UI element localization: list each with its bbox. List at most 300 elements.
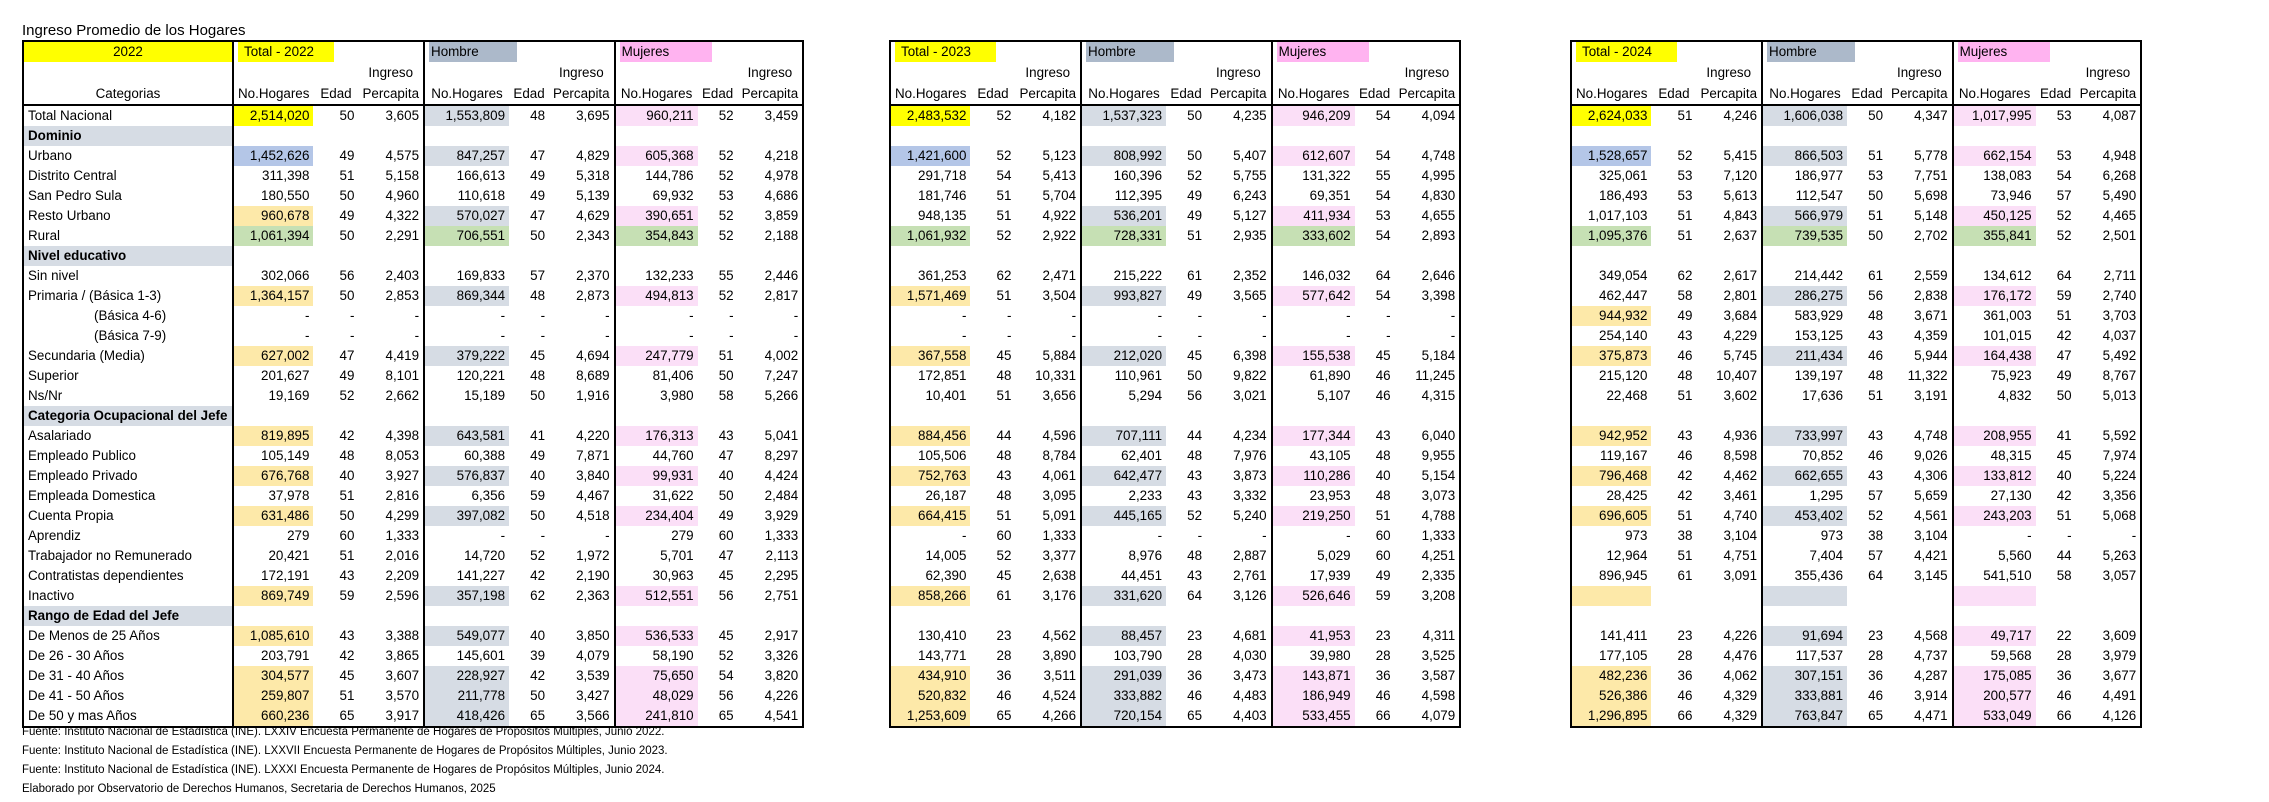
cell: 52 [1187, 168, 1203, 183]
cell: 23 [1868, 628, 1884, 643]
cell: 45 [339, 668, 355, 683]
cell: 3,927 [385, 468, 420, 483]
cell: 2,352 [1233, 268, 1267, 283]
cell: 2,638 [1042, 568, 1077, 583]
cell: - [1081, 326, 1166, 346]
cell: 4,306 [1914, 468, 1948, 483]
cell: 3,565 [1233, 288, 1267, 303]
table-row [890, 146, 1460, 166]
cell: 43 [1187, 568, 1203, 583]
total-label: Total - 2022 [238, 42, 334, 62]
cell: 54 [1375, 148, 1391, 163]
cell: 143,771 [890, 646, 970, 666]
ingreso-header: Ingreso [2085, 64, 2131, 80]
cell: 896,945 [1571, 566, 1651, 586]
cell: 4,748 [1914, 428, 1948, 443]
cell: 61 [1187, 268, 1203, 283]
cell: 62,390 [890, 566, 970, 586]
cell: - [1262, 308, 1267, 323]
cell: 361,253 [890, 266, 970, 286]
cell: 3,176 [1042, 588, 1077, 603]
cell: 99,931 [615, 466, 698, 486]
cell: 177,105 [1571, 646, 1651, 666]
cell: 1,333 [1042, 528, 1077, 543]
cell: 5,415 [1723, 148, 1758, 163]
cell: 4,655 [1421, 208, 1456, 223]
cell: 355,841 [1953, 226, 2036, 246]
cell: 3,587 [1421, 668, 1456, 683]
cell: 211,778 [424, 686, 509, 706]
cell: - [890, 326, 970, 346]
cell: 46 [1677, 688, 1693, 703]
table-row [23, 286, 803, 306]
cell: 728,331 [1081, 226, 1166, 246]
cell: 379,222 [424, 346, 509, 366]
cell: 52 [718, 168, 734, 183]
cell: 51 [996, 208, 1012, 223]
edad-header: Edad [2039, 85, 2072, 101]
cell: 48,029 [615, 686, 698, 706]
categorias-header: Categorias [95, 85, 161, 101]
table-row [890, 366, 1460, 386]
cell: 138,083 [1953, 166, 2036, 186]
cell: 4,419 [385, 348, 420, 363]
cell: 42 [339, 648, 355, 663]
cell: 6,040 [1421, 428, 1456, 443]
cell: 5,490 [2102, 188, 2137, 203]
table-row [23, 666, 803, 686]
cell: 2,295 [764, 568, 799, 583]
cell: 176,172 [1953, 286, 2036, 306]
cell: 819,895 [233, 426, 313, 446]
cell: 4,398 [385, 428, 420, 443]
cell: 3,191 [1914, 388, 1948, 403]
cell: - [890, 306, 970, 326]
cell: 3,326 [764, 648, 799, 663]
cell: 65 [1868, 708, 1884, 723]
table-row [1571, 466, 2141, 486]
cell: 2,801 [1723, 288, 1758, 303]
cell: 65 [1187, 708, 1203, 723]
edad-header: Edad [1658, 85, 1690, 101]
row-label: Primaria / (Básica 1-3) [28, 288, 162, 303]
cell: 4,568 [1914, 628, 1948, 643]
cell: 6,268 [2102, 168, 2137, 183]
cell: - [2131, 528, 2137, 543]
cell: - [540, 528, 546, 543]
cell: 11,322 [1907, 368, 1948, 383]
cell: 212,020 [1081, 346, 1166, 366]
cell: 66 [1375, 708, 1391, 723]
cell: 40 [718, 468, 734, 483]
cell: 62,401 [1081, 446, 1166, 466]
row-label: Total Nacional [23, 105, 233, 126]
table-row [23, 586, 803, 606]
cell: 36 [1187, 668, 1203, 683]
cell: 3,057 [2102, 568, 2137, 583]
cell: 4,311 [1422, 628, 1456, 643]
cell: 46 [1187, 688, 1203, 703]
percapita-header: Percapita [2079, 85, 2137, 101]
cell: 51 [1187, 228, 1203, 243]
table-row [890, 426, 1460, 446]
cell: 2,711 [2103, 268, 2137, 283]
section-row [890, 126, 1460, 146]
cell: 91,694 [1762, 626, 1847, 646]
table-row [23, 306, 803, 326]
cell: 61,890 [1272, 366, 1355, 386]
section-row [890, 606, 1460, 626]
cell: 54 [1375, 228, 1391, 243]
cell: 2,343 [576, 228, 610, 243]
table-row [1571, 506, 2141, 526]
cell: 3,873 [1233, 468, 1267, 483]
cell: 4,062 [1723, 668, 1758, 683]
cell: 4,948 [2102, 148, 2137, 163]
row-label: Nivel educativo [23, 246, 233, 266]
cell: 3,388 [385, 628, 420, 643]
cell: 4,465 [2102, 208, 2137, 223]
cell [1847, 586, 1887, 606]
cell: 51 [1651, 105, 1696, 126]
edad-header: Edad [1170, 85, 1202, 101]
cell: 3,890 [1042, 648, 1077, 663]
cell: 36 [996, 668, 1012, 683]
cell: 4,322 [385, 208, 420, 223]
table-row [1571, 626, 2141, 646]
cell: 847,257 [424, 146, 509, 166]
table-row [890, 526, 1460, 546]
cell: 49 [1187, 208, 1203, 223]
cell: 884,456 [890, 426, 970, 446]
cell: 50 [339, 508, 355, 523]
cell: 4,681 [1233, 628, 1267, 643]
cell: 331,620 [1081, 586, 1166, 606]
cell: 45 [718, 628, 734, 643]
table-row [890, 566, 1460, 586]
cell: 533,049 [1953, 706, 2036, 727]
cell: 5,013 [2102, 388, 2137, 403]
cell: 88,457 [1081, 626, 1166, 646]
cell: 58,190 [615, 646, 698, 666]
table-row [890, 626, 1460, 646]
cell: 49 [339, 368, 355, 383]
cell: 946,209 [1272, 105, 1355, 126]
cell: 5,704 [1042, 188, 1077, 203]
cell: 2,922 [1042, 228, 1077, 243]
cell: 3,605 [358, 105, 424, 126]
table-row [1571, 346, 2141, 366]
cell: 40 [1375, 468, 1391, 483]
cell: 175,085 [1953, 666, 2036, 686]
cell: 1,571,469 [890, 286, 970, 306]
section-row [1571, 406, 2141, 426]
cell [2036, 586, 2076, 606]
table-row [23, 566, 803, 586]
cell: - [1071, 308, 1077, 323]
cell: 42 [530, 668, 546, 683]
cell: 27,130 [1953, 486, 2036, 506]
cell: 325,061 [1571, 166, 1651, 186]
percapita-header: Percapita [1398, 85, 1456, 101]
cell: 259,807 [233, 686, 313, 706]
cell: 4,421 [1914, 548, 1948, 563]
cell: - [1006, 308, 1012, 323]
table-row [23, 526, 803, 546]
cell: 3,929 [764, 508, 799, 523]
no-hogares-header: No.Hogares [1272, 83, 1355, 105]
cell: 53 [1677, 168, 1693, 183]
table-row [23, 186, 803, 206]
cell: 23 [996, 628, 1012, 643]
cell: 1,333 [1421, 528, 1456, 543]
cell: 333,602 [1272, 226, 1355, 246]
cell: 3,607 [385, 668, 420, 683]
cell: 1,972 [576, 548, 610, 563]
cell: 866,503 [1762, 146, 1847, 166]
cell: 42 [2056, 328, 2072, 343]
table-row [890, 286, 1460, 306]
cell: 948,135 [890, 206, 970, 226]
table-row [890, 266, 1460, 286]
cell: 676,768 [233, 466, 313, 486]
table-row [1571, 426, 2141, 446]
no-hogares-header: No.Hogares [890, 83, 970, 105]
cell: 533,455 [1272, 706, 1355, 727]
cell: 19,169 [233, 386, 313, 406]
cell: - [1953, 526, 2036, 546]
table-row [1571, 386, 2141, 406]
table-row [23, 105, 803, 126]
cell: 22,468 [1571, 386, 1651, 406]
table-row [23, 426, 803, 446]
cell: 17,636 [1762, 386, 1847, 406]
cell: 39 [530, 648, 546, 663]
row-label: De 31 - 40 Años [28, 668, 125, 683]
cell: 3,695 [549, 105, 615, 126]
cell: 43 [1375, 428, 1391, 443]
table-row [23, 506, 803, 526]
cell: 43,105 [1272, 446, 1355, 466]
cell: 234,404 [615, 506, 698, 526]
cell: 40 [2056, 468, 2072, 483]
cell: 51 [2056, 508, 2072, 523]
cell: 36 [2056, 668, 2072, 683]
cell: 4,829 [576, 148, 610, 163]
cell: 3,979 [2102, 648, 2137, 663]
cell: 141,227 [424, 566, 509, 586]
cell: 40 [339, 468, 355, 483]
cell: 375,873 [1571, 346, 1651, 366]
row-label: Cuenta Propia [28, 508, 114, 523]
cell: 105,506 [890, 446, 970, 466]
cell: 59 [2056, 288, 2072, 303]
no-hogares-header: No.Hogares [233, 83, 313, 105]
cell: 3,859 [764, 208, 799, 223]
cell: 960,211 [615, 105, 698, 126]
cell: 526,386 [1571, 686, 1651, 706]
cell: 49 [530, 448, 546, 463]
cell: 59,568 [1953, 646, 2036, 666]
table-row [890, 306, 1460, 326]
cell: 28 [1677, 648, 1693, 663]
cell: 434,910 [890, 666, 970, 686]
cell: 26,187 [890, 486, 970, 506]
cell [1571, 586, 1651, 606]
cell: 119,167 [1571, 446, 1651, 466]
cell: 2,624,033 [1571, 105, 1651, 126]
table-row [1571, 326, 2141, 346]
cell: 707,111 [1081, 426, 1166, 446]
cell: - [605, 528, 610, 543]
cell: 20,421 [233, 546, 313, 566]
cell: 53 [1868, 168, 1884, 183]
cell: 28,425 [1571, 486, 1651, 506]
cell: 31,622 [615, 486, 698, 506]
total-header [1571, 41, 1762, 62]
cell: 39,980 [1272, 646, 1355, 666]
hombre-header [1762, 41, 1953, 62]
cell: 8,101 [385, 368, 420, 383]
cell: 4,329 [1723, 708, 1758, 723]
row-label: Urbano [28, 148, 72, 163]
cell: 50 [718, 368, 734, 383]
row-label: Resto Urbano [28, 208, 111, 223]
cell: 1,606,038 [1762, 105, 1847, 126]
cell: 75,923 [1953, 366, 2036, 386]
cell: 48 [509, 105, 549, 126]
cell: 2,662 [385, 388, 420, 403]
cell: 43 [1677, 328, 1693, 343]
cell: 1,296,895 [1571, 706, 1651, 727]
cell: 6,398 [1233, 348, 1267, 363]
cell: 2,113 [765, 548, 799, 563]
cell: 4,598 [1421, 688, 1456, 703]
cell: 46 [996, 688, 1012, 703]
cell: 5,613 [1723, 188, 1758, 203]
cell: 50 [1187, 368, 1203, 383]
cell: - [424, 306, 509, 326]
cell: 1,421,600 [890, 146, 970, 166]
cell: 49 [2056, 368, 2072, 383]
cell: 50 [530, 388, 546, 403]
cell: 526,646 [1272, 586, 1355, 606]
cell: 3,539 [576, 668, 610, 683]
footnote-4: Elaborado por Observatorio de Derechos Humanos, Secretaria de Derechos Humanos, 2025 [22, 783, 496, 795]
cell: 5,224 [2102, 468, 2137, 483]
cell: - [540, 328, 546, 343]
cell: 3,021 [1233, 388, 1267, 403]
cell: 3,684 [1723, 308, 1758, 323]
cell: 47 [2056, 348, 2072, 363]
cell: 631,486 [233, 506, 313, 526]
cell: 186,977 [1762, 166, 1847, 186]
cell: 42 [1677, 468, 1693, 483]
cell: 49 [1375, 568, 1391, 583]
cell: 103,790 [1081, 646, 1166, 666]
table-row [1571, 666, 2141, 686]
cell: 43 [339, 568, 355, 583]
cell: 1,017,103 [1571, 206, 1651, 226]
cell: 3,703 [2102, 308, 2137, 323]
cell: 41,953 [1272, 626, 1355, 646]
cell: 4,218 [764, 148, 799, 163]
cell: 48 [1375, 448, 1391, 463]
cell: 51 [1375, 508, 1391, 523]
cell: 59 [530, 488, 546, 503]
cell: 36 [1868, 668, 1884, 683]
cell: 45 [996, 348, 1012, 363]
cell: 48 [530, 288, 546, 303]
cell: 2,559 [1914, 268, 1948, 283]
table-row [890, 706, 1460, 727]
row-label: Empleado Publico [28, 448, 136, 463]
cell: 62 [996, 268, 1012, 283]
footnote-3: Fuente: Instituto Nacional de Estadística (INE). LXXXI Encuesta Permanente de Hogares de Propósitos Múltiples, Junio 2024. [22, 764, 665, 776]
cell: 3,566 [576, 708, 610, 723]
cell: 208,955 [1953, 426, 2036, 446]
cell: 3,609 [2102, 628, 2137, 643]
cell: 3,427 [576, 688, 610, 703]
cell: 3,073 [1421, 488, 1456, 503]
table-row [890, 466, 1460, 486]
cell: 51 [1677, 228, 1693, 243]
cell: 3,104 [1914, 528, 1948, 543]
cell: 180,550 [233, 186, 313, 206]
cell: 51 [996, 288, 1012, 303]
cell: 139,197 [1762, 366, 1847, 386]
cell: 51 [1677, 548, 1693, 563]
cell: 52 [996, 228, 1012, 243]
cell: 56 [718, 688, 734, 703]
cell: 612,607 [1272, 146, 1355, 166]
cell: 2,483,532 [890, 105, 970, 126]
table-2022 [22, 40, 804, 728]
edad-header: Edad [701, 85, 734, 101]
cell: 61 [996, 588, 1012, 603]
cell: - [424, 526, 509, 546]
cell: 445,165 [1081, 506, 1166, 526]
cell: 51 [996, 388, 1012, 403]
cell: 4,629 [576, 208, 610, 223]
cell: 145,601 [424, 646, 509, 666]
cell: 17,939 [1272, 566, 1355, 586]
cell: 4,561 [1914, 508, 1948, 523]
cell: 5,698 [1914, 188, 1948, 203]
mujeres-header [1272, 41, 1461, 62]
row-label: Contratistas dependientes [28, 568, 184, 583]
cell: 333,882 [1081, 686, 1166, 706]
cell: 143,871 [1272, 666, 1355, 686]
cell: 215,222 [1081, 266, 1166, 286]
cell: 41 [2056, 428, 2072, 443]
cell: 50 [1187, 148, 1203, 163]
cell: - [414, 328, 420, 343]
cell: 2,816 [385, 488, 420, 503]
cell: 2,935 [1233, 228, 1267, 243]
cell: 186,493 [1571, 186, 1651, 206]
cell: 110,618 [424, 186, 509, 206]
cell: - [615, 326, 698, 346]
ingreso-header: Ingreso [1706, 64, 1752, 80]
cell: 52 [718, 208, 734, 223]
no-hogares-header: No.Hogares [615, 83, 698, 105]
cell: 2,209 [385, 568, 420, 583]
cell: 51 [339, 548, 355, 563]
cell: 4,471 [1914, 708, 1948, 723]
cell: 5,560 [1953, 546, 2036, 566]
cell: 50 [313, 105, 358, 126]
